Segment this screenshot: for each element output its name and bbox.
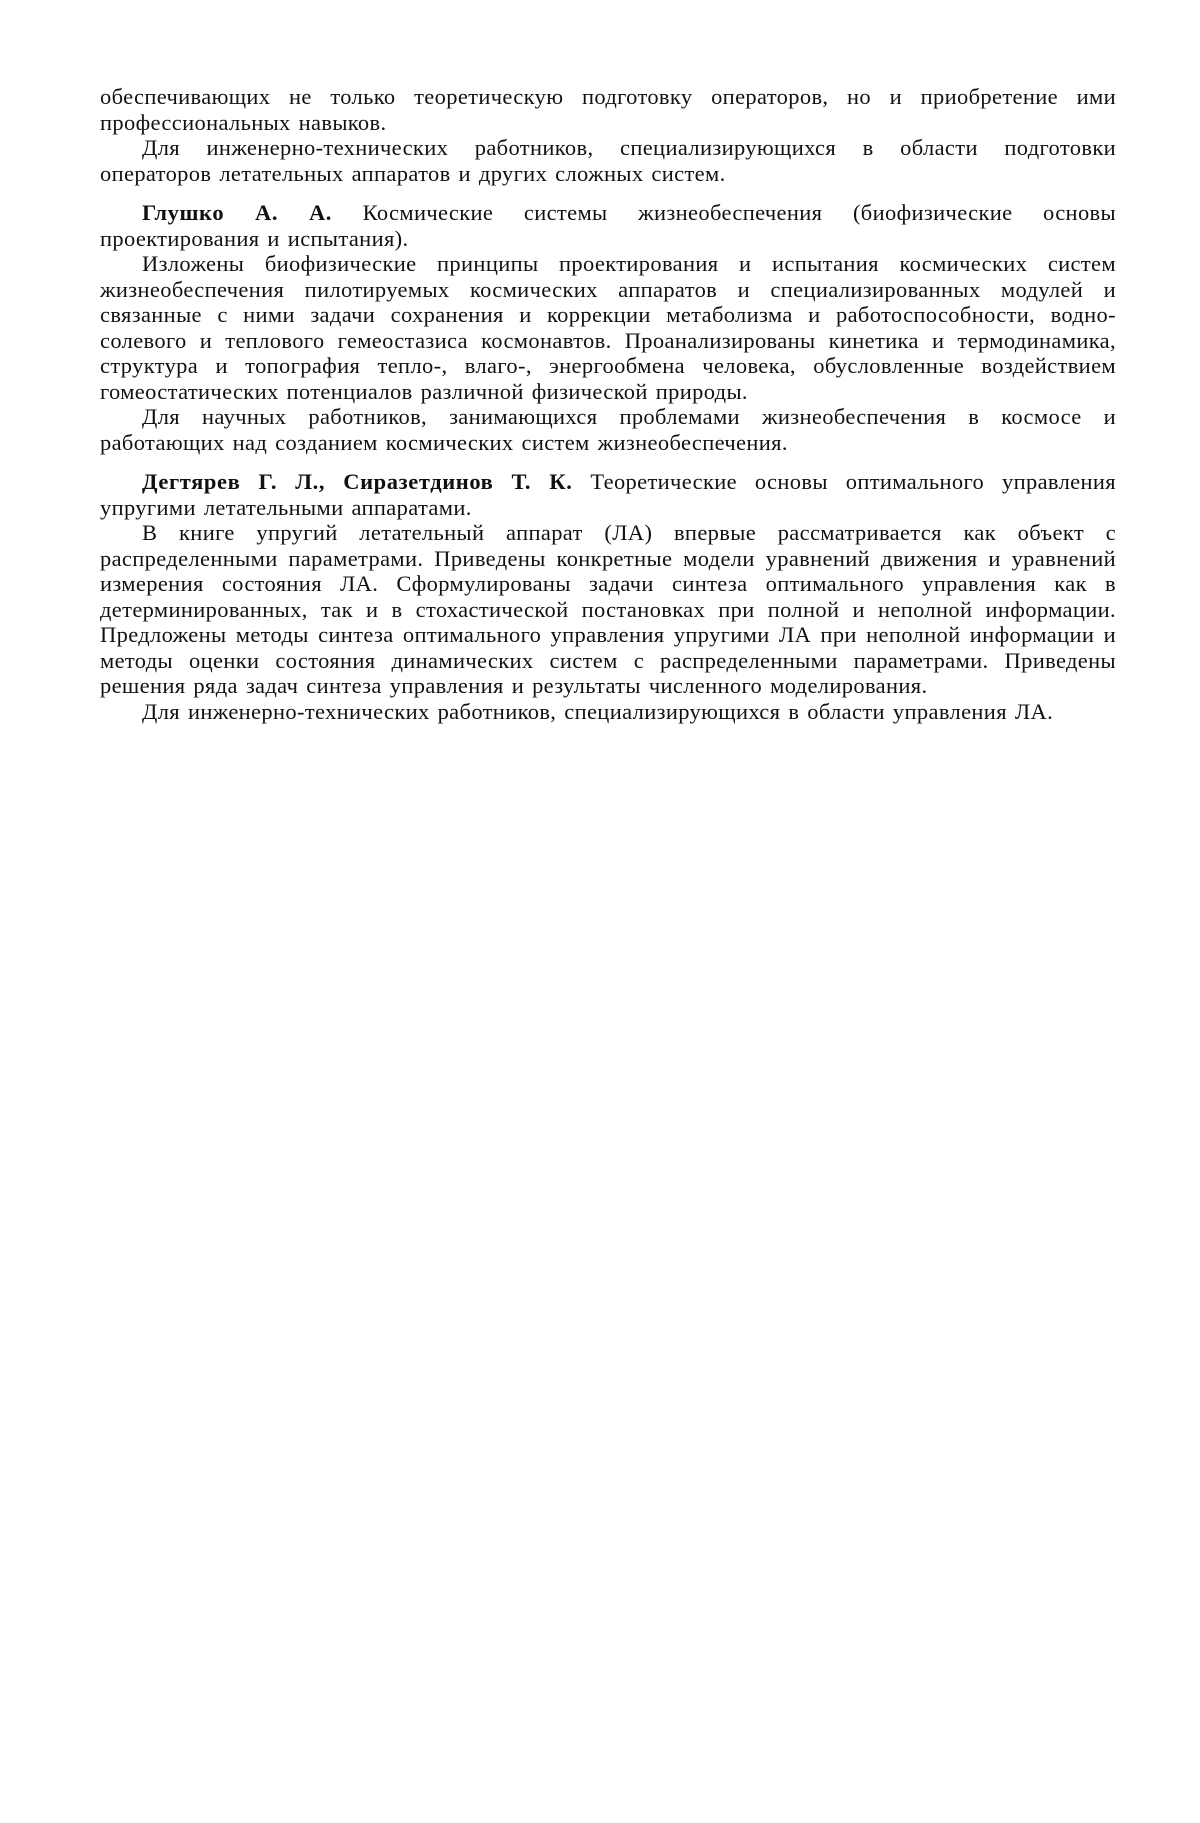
entry-title: Теоретические основы оптимального управления упругими летательными аппаратами. <box>100 469 1116 520</box>
entry-author: Глушко А. А. <box>142 200 333 225</box>
paragraph-audience: Для инженерно-технических работников, специализирующихся в области подготовки операторов летательных аппаратов и других сложных систем. <box>100 135 1116 186</box>
entry-title: Космические системы жизнеобеспечения (биофизические основы проектирования и испытания). <box>100 200 1116 251</box>
entry-author: Дегтярев Г. Л., Сиразетдинов Т. К. <box>142 469 573 494</box>
entry-heading <box>100 469 1116 520</box>
paragraph-annotation: Изложены биофизические принципы проектирования и испытания космических систем жизнеобеспечения пилотируемых космических аппаратов и специализированных модулей и связанные с ними задачи сохранения и коррекции метаболизма и работоспособности, водно-солевого и теплового гемеостазиса космонавтов. Проанализированы кинетика и термодинамика, структура и топография тепло-, влаго-, энергообмена человека, обусловленные воздействием гомеостатических потенциалов различной физической природы. <box>100 251 1116 404</box>
entry-continuation <box>100 84 1116 186</box>
paragraph-annotation: В книге упругий летательный аппарат (ЛА) впервые рассматривается как объект с распределенными параметрами. Приведены конкретные модели уравнений движения и уравнений измерения состояния ЛА. Сформулированы задачи синтеза оптимального управления как в детерминированных, так и в стохастической постановках при полной и неполной информации. Предложены методы синтеза оптимального управления упругими ЛА при неполной информации и методы оценки состояния динамических систем с распределенными параметрами. Приведены решения ряда задач синтеза управления и результаты численного моделирования. <box>100 520 1116 698</box>
paragraph-audience: Для инженерно-технических работников, специализирующихся в области управления ЛА. <box>142 698 1054 724</box>
paragraph: обеспечивающих не только теоретическую подготовку операторов, но и приобретение ими профессиональных навыков. <box>100 84 1116 135</box>
entry-glushko <box>100 200 1116 455</box>
entry-heading <box>100 200 1116 251</box>
document-text <box>100 84 1116 724</box>
paragraph-audience: Для научных работников, занимающихся проблемами жизнеобеспечения в космосе и работающих над созданием космических систем жизнеобеспечения. <box>100 404 1116 455</box>
entry-degtyarev <box>100 469 1116 724</box>
